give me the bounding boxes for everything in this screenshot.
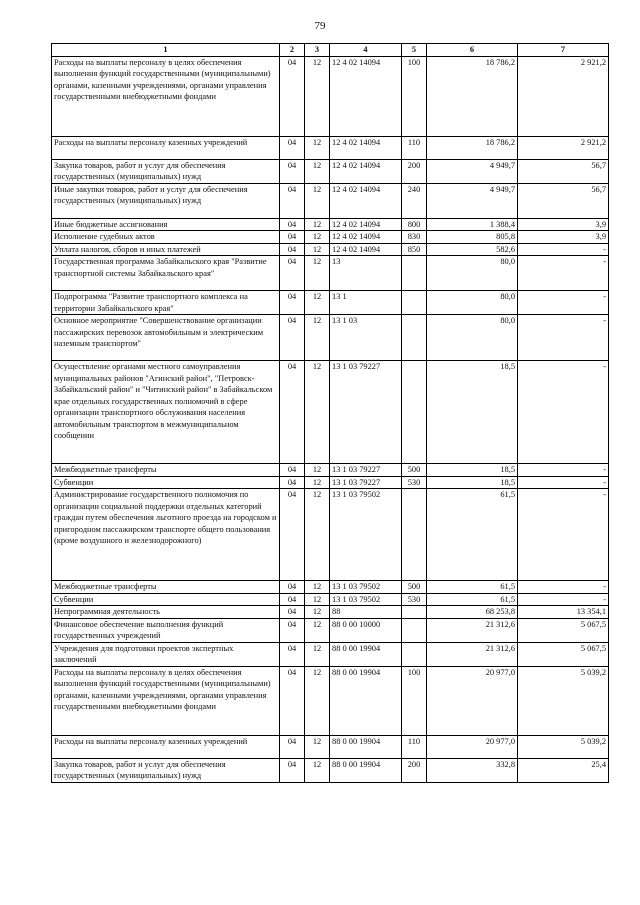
- table-row: [52, 593, 609, 606]
- row-subsection-cell: 12: [305, 291, 330, 315]
- row-subsection-cell: 12: [305, 183, 330, 218]
- row-section-cell: 04: [280, 476, 305, 489]
- row-name-cell: Межбюджетные трансферты: [52, 464, 280, 477]
- row-subsection-cell: 12: [305, 315, 330, 361]
- row-subsection-cell: 12: [305, 56, 330, 136]
- table-row: [52, 183, 609, 218]
- row-name-cell: Подпрограмма "Развитие транспортного комплекса на территории Забайкальского края": [52, 291, 280, 315]
- row-section-cell: 04: [280, 666, 305, 735]
- row-expense-type-cell: 500: [402, 581, 427, 594]
- row-subsection-cell: 12: [305, 581, 330, 594]
- row-expense-type-cell: 500: [402, 464, 427, 477]
- row-amount-cell: 1 388,4: [427, 218, 518, 231]
- row-subsection-cell: 12: [305, 361, 330, 464]
- row-target-article-cell: 13 1 03 79227: [330, 464, 402, 477]
- row-amount-cell: 21 312,6: [427, 642, 518, 666]
- row-executed-cell: -: [518, 315, 609, 361]
- table-row: [52, 476, 609, 489]
- row-expense-type-cell: [402, 361, 427, 464]
- row-amount-cell: 61,5: [427, 489, 518, 581]
- row-section-cell: 04: [280, 315, 305, 361]
- row-subsection-cell: 12: [305, 218, 330, 231]
- row-amount-cell: 21 312,6: [427, 618, 518, 642]
- row-expense-type-cell: [402, 256, 427, 291]
- row-amount-cell: 61,5: [427, 593, 518, 606]
- row-target-article-cell: 88: [330, 606, 402, 619]
- row-name-cell: Уплата налогов, сборов и иных платежей: [52, 243, 280, 256]
- row-expense-type-cell: 530: [402, 593, 427, 606]
- column-header: 4: [330, 44, 402, 57]
- row-amount-cell: 18 786,2: [427, 136, 518, 159]
- row-target-article-cell: 13 1 03 79502: [330, 593, 402, 606]
- column-header: 5: [402, 44, 427, 57]
- row-expense-type-cell: 850: [402, 243, 427, 256]
- row-executed-cell: 2 921,2: [518, 56, 609, 136]
- row-name-cell: Расходы на выплаты персоналу в целях обеспечения выполнения функций государственными (муниципальными) органами, казенными учреждениями, органами управления государственными внебюджетными фондами: [52, 666, 280, 735]
- row-target-article-cell: 13 1 03 79227: [330, 361, 402, 464]
- table-row: [52, 291, 609, 315]
- row-name-cell: Расходы на выплаты персоналу казенных учреждений: [52, 136, 280, 159]
- row-expense-type-cell: 200: [402, 758, 427, 782]
- row-section-cell: 04: [280, 581, 305, 594]
- row-section-cell: 04: [280, 464, 305, 477]
- row-expense-type-cell: 800: [402, 218, 427, 231]
- row-subsection-cell: 12: [305, 758, 330, 782]
- row-amount-cell: 80,0: [427, 315, 518, 361]
- row-name-cell: Осуществление органами местного самоуправления муниципальных районов "Агинский район", "Петровск-Забайкальский район" и "Читинский район" в Забайкальском крае отдельных государственных полномочий в сфере организации транспортного обслуживания населения автомобильным транспортом в межмуниципальном сообщении: [52, 361, 280, 464]
- row-amount-cell: 80,0: [427, 291, 518, 315]
- row-name-cell: Исполнение судебных актов: [52, 231, 280, 244]
- row-section-cell: 04: [280, 593, 305, 606]
- table-row: [52, 758, 609, 782]
- row-subsection-cell: 12: [305, 256, 330, 291]
- row-subsection-cell: 12: [305, 606, 330, 619]
- row-name-cell: Учреждения для подготовки проектов экспертных заключений: [52, 642, 280, 666]
- row-section-cell: 04: [280, 361, 305, 464]
- column-header: 7: [518, 44, 609, 57]
- row-amount-cell: 68 253,8: [427, 606, 518, 619]
- row-expense-type-cell: 100: [402, 666, 427, 735]
- row-section-cell: 04: [280, 136, 305, 159]
- row-executed-cell: 56,7: [518, 183, 609, 218]
- row-expense-type-cell: 110: [402, 735, 427, 758]
- table-row: [52, 642, 609, 666]
- row-target-article-cell: 88 0 00 19904: [330, 735, 402, 758]
- row-section-cell: 04: [280, 291, 305, 315]
- row-executed-cell: -: [518, 581, 609, 594]
- table-row: [52, 666, 609, 735]
- row-name-cell: Иные закупки товаров, работ и услуг для обеспечения государственных (муниципальных) нужд: [52, 183, 280, 218]
- row-subsection-cell: 12: [305, 476, 330, 489]
- row-subsection-cell: 12: [305, 159, 330, 183]
- budget-table: [51, 43, 609, 783]
- row-executed-cell: 2 921,2: [518, 136, 609, 159]
- row-expense-type-cell: [402, 315, 427, 361]
- row-section-cell: 04: [280, 159, 305, 183]
- row-executed-cell: 3,9: [518, 218, 609, 231]
- row-amount-cell: 332,8: [427, 758, 518, 782]
- row-name-cell: Администрирование государственного полномочия по организации социальной поддержки отдельных категорий граждан путем обеспечения льготного проезда на городском и пригородном пассажирском транспорте общего пользования (кроме воздушного и железнодорожного): [52, 489, 280, 581]
- row-name-cell: Иные бюджетные ассигнования: [52, 218, 280, 231]
- table-row: [52, 618, 609, 642]
- row-amount-cell: 18,5: [427, 476, 518, 489]
- row-target-article-cell: 13 1 03 79502: [330, 581, 402, 594]
- row-name-cell: Субвенции: [52, 476, 280, 489]
- row-subsection-cell: 12: [305, 642, 330, 666]
- row-name-cell: Субвенции: [52, 593, 280, 606]
- row-section-cell: 04: [280, 218, 305, 231]
- row-section-cell: 04: [280, 183, 305, 218]
- table-row: [52, 136, 609, 159]
- row-executed-cell: 3,9: [518, 231, 609, 244]
- row-name-cell: Непрограммная деятельность: [52, 606, 280, 619]
- row-amount-cell: 18,5: [427, 361, 518, 464]
- row-section-cell: 04: [280, 642, 305, 666]
- row-section-cell: 04: [280, 618, 305, 642]
- row-target-article-cell: 13: [330, 256, 402, 291]
- column-header: 6: [427, 44, 518, 57]
- row-executed-cell: 56,7: [518, 159, 609, 183]
- row-subsection-cell: 12: [305, 489, 330, 581]
- row-target-article-cell: 13 1: [330, 291, 402, 315]
- row-executed-cell: -: [518, 256, 609, 291]
- row-section-cell: 04: [280, 231, 305, 244]
- row-executed-cell: 5 067,5: [518, 618, 609, 642]
- row-name-cell: Расходы на выплаты персоналу в целях обеспечения выполнения функций государственными (муниципальными) органами, казенными учреждениями, органами управления государственными внебюджетными фондами: [52, 56, 280, 136]
- row-executed-cell: 5 067,5: [518, 642, 609, 666]
- table-row: [52, 464, 609, 477]
- row-amount-cell: 80,0: [427, 256, 518, 291]
- row-section-cell: 04: [280, 758, 305, 782]
- table-row: [52, 735, 609, 758]
- row-subsection-cell: 12: [305, 666, 330, 735]
- row-executed-cell: -: [518, 476, 609, 489]
- row-amount-cell: 4 949,7: [427, 159, 518, 183]
- row-executed-cell: -: [518, 243, 609, 256]
- row-expense-type-cell: [402, 618, 427, 642]
- row-expense-type-cell: 530: [402, 476, 427, 489]
- row-target-article-cell: 88 0 00 10000: [330, 618, 402, 642]
- row-target-article-cell: 12 4 02 14094: [330, 243, 402, 256]
- row-subsection-cell: 12: [305, 464, 330, 477]
- row-expense-type-cell: 100: [402, 56, 427, 136]
- row-subsection-cell: 12: [305, 243, 330, 256]
- row-expense-type-cell: 110: [402, 136, 427, 159]
- row-expense-type-cell: [402, 291, 427, 315]
- row-name-cell: Расходы на выплаты персоналу казенных учреждений: [52, 735, 280, 758]
- row-target-article-cell: 88 0 00 19904: [330, 758, 402, 782]
- row-name-cell: Основное мероприятие "Совершенствование организации пассажирских перевозок автомобильным и электрическим наземным транспортом": [52, 315, 280, 361]
- row-section-cell: 04: [280, 243, 305, 256]
- row-amount-cell: 4 949,7: [427, 183, 518, 218]
- table-header-row: [52, 44, 609, 57]
- row-name-cell: Государственная программа Забайкальского края "Развитие транспортной системы Забайкальского края": [52, 256, 280, 291]
- table-row: [52, 606, 609, 619]
- table-row: [52, 243, 609, 256]
- row-target-article-cell: 88 0 00 19904: [330, 666, 402, 735]
- row-amount-cell: 20 977,0: [427, 666, 518, 735]
- row-target-article-cell: 88 0 00 19904: [330, 642, 402, 666]
- table-row: [52, 581, 609, 594]
- row-target-article-cell: 12 4 02 14094: [330, 183, 402, 218]
- row-target-article-cell: 13 1 03: [330, 315, 402, 361]
- row-target-article-cell: 13 1 03 79502: [330, 489, 402, 581]
- row-subsection-cell: 12: [305, 231, 330, 244]
- row-name-cell: Межбюджетные трансферты: [52, 581, 280, 594]
- row-amount-cell: 61,5: [427, 581, 518, 594]
- row-name-cell: Закупка товаров, работ и услуг для обеспечения государственных (муниципальных) нужд: [52, 758, 280, 782]
- table-row: [52, 218, 609, 231]
- table-body: [52, 56, 609, 782]
- row-executed-cell: -: [518, 489, 609, 581]
- row-section-cell: 04: [280, 489, 305, 581]
- table-row: [52, 159, 609, 183]
- row-expense-type-cell: [402, 606, 427, 619]
- row-amount-cell: 18 786,2: [427, 56, 518, 136]
- table-row: [52, 231, 609, 244]
- row-section-cell: 04: [280, 735, 305, 758]
- row-amount-cell: 20 977,0: [427, 735, 518, 758]
- row-target-article-cell: 12 4 02 14094: [330, 218, 402, 231]
- table-row: [52, 361, 609, 464]
- row-expense-type-cell: 240: [402, 183, 427, 218]
- row-name-cell: Финансовое обеспечение выполнения функций государственных учреждений: [52, 618, 280, 642]
- row-amount-cell: 18,5: [427, 464, 518, 477]
- row-expense-type-cell: [402, 642, 427, 666]
- row-expense-type-cell: [402, 489, 427, 581]
- row-subsection-cell: 12: [305, 136, 330, 159]
- row-executed-cell: -: [518, 593, 609, 606]
- page-number: 79: [314, 20, 326, 32]
- row-executed-cell: 25,4: [518, 758, 609, 782]
- row-name-cell: Закупка товаров, работ и услуг для обеспечения государственных (муниципальных) нужд: [52, 159, 280, 183]
- column-header: 3: [305, 44, 330, 57]
- row-section-cell: 04: [280, 256, 305, 291]
- row-executed-cell: -: [518, 464, 609, 477]
- table-row: [52, 56, 609, 136]
- row-executed-cell: 5 039,2: [518, 666, 609, 735]
- row-executed-cell: -: [518, 291, 609, 315]
- row-amount-cell: 582,6: [427, 243, 518, 256]
- row-executed-cell: 13 354,1: [518, 606, 609, 619]
- row-executed-cell: -: [518, 361, 609, 464]
- row-executed-cell: 5 039,2: [518, 735, 609, 758]
- table-row: [52, 256, 609, 291]
- row-target-article-cell: 12 4 02 14094: [330, 136, 402, 159]
- table-row: [52, 489, 609, 581]
- row-amount-cell: 805,8: [427, 231, 518, 244]
- row-subsection-cell: 12: [305, 593, 330, 606]
- row-section-cell: 04: [280, 606, 305, 619]
- row-expense-type-cell: 830: [402, 231, 427, 244]
- column-header: 1: [52, 44, 280, 57]
- row-section-cell: 04: [280, 56, 305, 136]
- row-subsection-cell: 12: [305, 735, 330, 758]
- row-subsection-cell: 12: [305, 618, 330, 642]
- row-target-article-cell: 13 1 03 79227: [330, 476, 402, 489]
- row-target-article-cell: 12 4 02 14094: [330, 159, 402, 183]
- table-row: [52, 315, 609, 361]
- row-expense-type-cell: 200: [402, 159, 427, 183]
- row-target-article-cell: 12 4 02 14094: [330, 56, 402, 136]
- column-header: 2: [280, 44, 305, 57]
- row-target-article-cell: 12 4 02 14094: [330, 231, 402, 244]
